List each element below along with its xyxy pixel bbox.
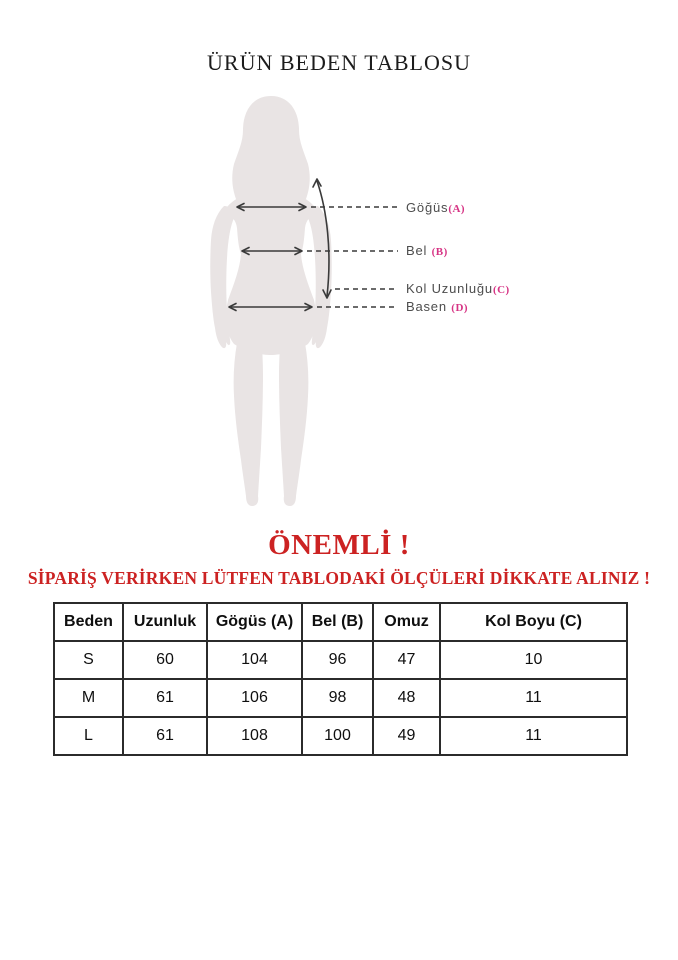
- cell-gogus: 104: [207, 641, 302, 679]
- cell-bel: 98: [302, 679, 373, 717]
- page-title: ÜRÜN BEDEN TABLOSU: [207, 50, 471, 75]
- table-row-l: [54, 717, 627, 755]
- cell-size: M: [54, 679, 123, 717]
- header-beden: Beden: [54, 603, 123, 641]
- header-uzunluk: Uzunluk: [123, 603, 207, 641]
- table-row-m: [54, 679, 627, 717]
- measure-label-waist-code: (B): [431, 246, 448, 258]
- measure-label-waist-text: Bel: [406, 243, 432, 258]
- cell-size: L: [54, 717, 123, 755]
- measure-label-arm-code: (C): [492, 284, 510, 296]
- important-heading: ÖNEMLİ !: [268, 529, 410, 561]
- header-kol-boyu: Kol Boyu (C): [440, 603, 627, 641]
- cell-omuz: 47: [373, 641, 440, 679]
- cell-kol: 10: [440, 641, 627, 679]
- measure-label-arm-text: Kol Uzunluğu: [406, 281, 493, 296]
- cell-uzunluk: 60: [123, 641, 207, 679]
- measure-label-arm: [406, 281, 510, 297]
- cell-gogus: 106: [207, 679, 302, 717]
- header-bel: Bel (B): [302, 603, 373, 641]
- cell-uzunluk: 61: [123, 717, 207, 755]
- header-gogus: Gögüs (A): [207, 603, 302, 641]
- measure-label-chest-code: (A): [448, 203, 466, 215]
- measure-label-chest: [406, 200, 465, 216]
- size-table: [53, 602, 628, 756]
- measure-label-hip: [406, 299, 468, 315]
- measure-label-waist: [406, 243, 448, 259]
- cell-uzunluk: 61: [123, 679, 207, 717]
- silhouette-torso: [224, 189, 318, 356]
- measure-label-chest-text: Göğüs: [406, 200, 449, 215]
- cell-size: S: [54, 641, 123, 679]
- table-row-s: [54, 641, 627, 679]
- cell-bel: 96: [302, 641, 373, 679]
- cell-omuz: 48: [373, 679, 440, 717]
- silhouette-left-leg: [234, 341, 263, 506]
- cell-bel: 100: [302, 717, 373, 755]
- cell-omuz: 49: [373, 717, 440, 755]
- silhouette-right-leg: [279, 341, 308, 506]
- cell-gogus: 108: [207, 717, 302, 755]
- important-subheading: SİPARİŞ VERİRKEN LÜTFEN TABLODAKİ ÖLÇÜLERİ DİKKATE ALINIZ !: [27, 568, 651, 588]
- size-table-header-row: [54, 603, 627, 641]
- female-body-silhouette: [210, 96, 332, 506]
- measure-label-hip-text: Basen: [406, 299, 452, 314]
- cell-kol: 11: [440, 717, 627, 755]
- measure-label-hip-code: (D): [451, 302, 469, 314]
- cell-kol: 11: [440, 679, 627, 717]
- header-omuz: Omuz: [373, 603, 440, 641]
